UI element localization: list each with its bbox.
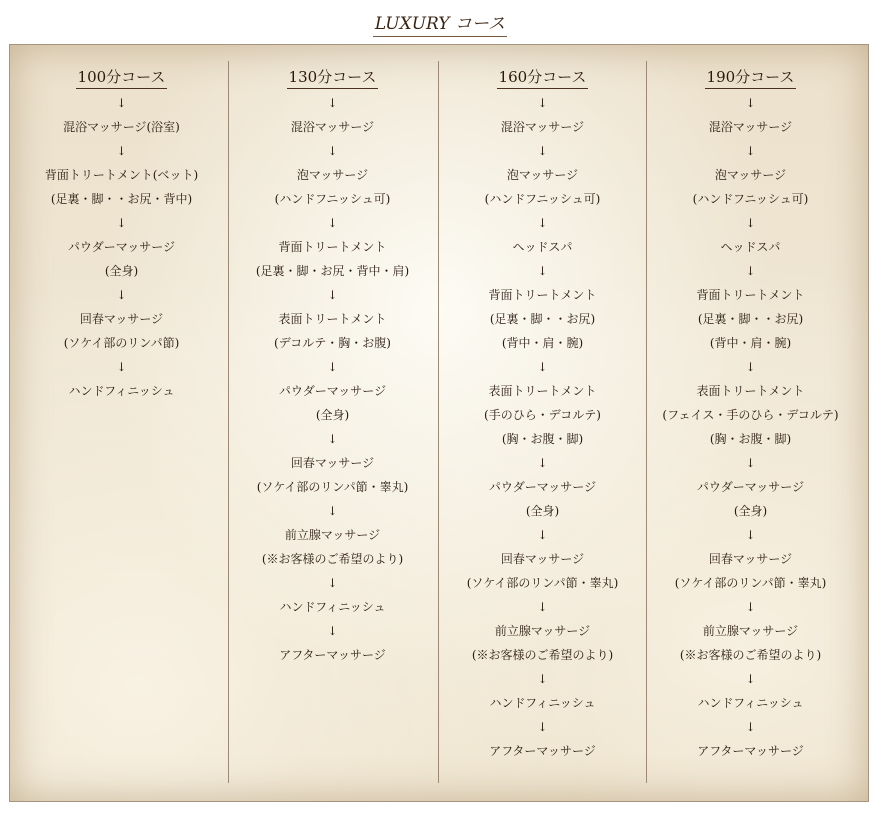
step-name: 背面トリートメント bbox=[696, 288, 805, 302]
arrow-down-icon: ↓ bbox=[537, 264, 548, 278]
course-title: 190分コース bbox=[705, 67, 797, 89]
arrow-down-icon: ↓ bbox=[537, 216, 548, 230]
arrow-down-icon: ↓ bbox=[327, 360, 338, 374]
step-detail: (ハンドフニッシュ可) bbox=[484, 192, 601, 206]
step-name: 泡マッサージ bbox=[506, 168, 579, 182]
step-name: 混浴マッサージ bbox=[290, 120, 375, 134]
arrow-down-icon: ↓ bbox=[745, 360, 756, 374]
arrow-down-icon: ↓ bbox=[327, 144, 338, 158]
step-name: 混浴マッサージ bbox=[708, 120, 793, 134]
step-name: 混浴マッサージ bbox=[500, 120, 585, 134]
arrow-down-icon: ↓ bbox=[116, 288, 127, 302]
page-title bbox=[0, 9, 880, 35]
step-detail: (足裏・脚・お尻・背中・肩) bbox=[255, 264, 410, 278]
step-name: 前立腺マッサージ bbox=[284, 528, 381, 542]
arrow-down-icon: ↓ bbox=[745, 600, 756, 614]
arrow-down-icon: ↓ bbox=[745, 456, 756, 470]
course-column-190 bbox=[646, 61, 854, 783]
step-detail: (ソケイ部のリンパ節・睾丸) bbox=[674, 576, 827, 590]
step-detail: (ハンドフニッシュ可) bbox=[274, 192, 391, 206]
step-detail: (全身) bbox=[315, 408, 350, 422]
step-detail: (背中・肩・腕) bbox=[501, 336, 584, 350]
step-detail: (ソケイ部のリンパ節・睾丸) bbox=[466, 576, 619, 590]
step-name: 混浴マッサージ(浴室) bbox=[63, 120, 180, 134]
course-column-160 bbox=[438, 61, 646, 783]
step-detail: (フェイス・手のひら・デコルテ) bbox=[662, 408, 839, 422]
step-name: 前立腺マッサージ bbox=[702, 624, 799, 638]
step-detail: (全身) bbox=[525, 504, 560, 518]
step-name: ハンドフィニッシュ bbox=[697, 696, 804, 710]
step-name: パウダーマッサージ bbox=[67, 240, 176, 254]
course-title: 100分コース bbox=[76, 67, 168, 89]
course-steps bbox=[439, 91, 646, 763]
step-name: パウダーマッサージ bbox=[278, 384, 387, 398]
step-name: ハンドフィニッシュ bbox=[489, 696, 596, 710]
step-detail: (ソケイ部のリンパ節・睾丸) bbox=[256, 480, 409, 494]
arrow-down-icon: ↓ bbox=[745, 672, 756, 686]
step-name: アフターマッサージ bbox=[489, 744, 596, 758]
step-name: 背面トリートメント(ベット) bbox=[44, 168, 199, 182]
arrow-down-icon: ↓ bbox=[327, 504, 338, 518]
step-detail: (足裏・脚・・お尻) bbox=[697, 312, 804, 326]
course-steps bbox=[229, 91, 436, 667]
course-panel bbox=[9, 44, 869, 802]
arrow-down-icon: ↓ bbox=[745, 216, 756, 230]
arrow-down-icon: ↓ bbox=[327, 576, 338, 590]
step-name: 背面トリートメント bbox=[278, 240, 387, 254]
step-detail: (※お客様のご希望のより) bbox=[471, 648, 614, 662]
step-name: ハンドフィニッシュ bbox=[279, 600, 386, 614]
step-name: 表面トリートメント bbox=[278, 312, 387, 326]
arrow-down-icon: ↓ bbox=[327, 96, 338, 110]
arrow-down-icon: ↓ bbox=[116, 144, 127, 158]
course-column-130 bbox=[228, 61, 436, 783]
step-name: 表面トリートメント bbox=[488, 384, 597, 398]
step-name: 表面トリートメント bbox=[696, 384, 805, 398]
step-name: アフターマッサージ bbox=[279, 648, 386, 662]
step-name: 前立腺マッサージ bbox=[494, 624, 591, 638]
arrow-down-icon: ↓ bbox=[327, 288, 338, 302]
arrow-down-icon: ↓ bbox=[327, 432, 338, 446]
step-detail: (※お客様のご希望のより) bbox=[679, 648, 822, 662]
arrow-down-icon: ↓ bbox=[327, 624, 338, 638]
step-detail: (デコルテ・胸・お腹) bbox=[274, 336, 391, 350]
course-title: 130分コース bbox=[287, 67, 379, 89]
step-detail: (ソケイ部のリンパ節) bbox=[63, 336, 180, 350]
step-detail: (手のひら・デコルテ) bbox=[484, 408, 601, 422]
step-name: 回春マッサージ bbox=[79, 312, 164, 326]
arrow-down-icon: ↓ bbox=[537, 144, 548, 158]
arrow-down-icon: ↓ bbox=[116, 96, 127, 110]
step-detail: (胸・お腹・脚) bbox=[501, 432, 584, 446]
arrow-down-icon: ↓ bbox=[116, 360, 127, 374]
step-name: ハンドフィニッシュ bbox=[68, 384, 175, 398]
arrow-down-icon: ↓ bbox=[327, 216, 338, 230]
course-column-100 bbox=[18, 61, 225, 783]
arrow-down-icon: ↓ bbox=[116, 216, 127, 230]
step-name: 背面トリートメント bbox=[488, 288, 597, 302]
step-detail: (足裏・脚・・お尻・背中) bbox=[50, 192, 193, 206]
step-name: ヘッドスパ bbox=[720, 240, 781, 254]
arrow-down-icon: ↓ bbox=[537, 456, 548, 470]
step-name: 泡マッサージ bbox=[296, 168, 369, 182]
step-detail: (全身) bbox=[733, 504, 768, 518]
arrow-down-icon: ↓ bbox=[537, 528, 548, 542]
step-detail: (背中・肩・腕) bbox=[709, 336, 792, 350]
step-detail: (ハンドフニッシュ可) bbox=[692, 192, 809, 206]
course-title: 160分コース bbox=[497, 67, 589, 89]
step-name: 泡マッサージ bbox=[714, 168, 787, 182]
arrow-down-icon: ↓ bbox=[745, 144, 756, 158]
arrow-down-icon: ↓ bbox=[745, 720, 756, 734]
step-name: 回春マッサージ bbox=[708, 552, 793, 566]
step-name: 回春マッサージ bbox=[500, 552, 585, 566]
page-title-text: LUXURY コース bbox=[373, 14, 507, 37]
course-steps bbox=[18, 91, 225, 403]
arrow-down-icon: ↓ bbox=[537, 600, 548, 614]
arrow-down-icon: ↓ bbox=[745, 264, 756, 278]
arrow-down-icon: ↓ bbox=[537, 96, 548, 110]
step-name: アフターマッサージ bbox=[697, 744, 804, 758]
arrow-down-icon: ↓ bbox=[537, 672, 548, 686]
step-detail: (足裏・脚・・お尻) bbox=[489, 312, 596, 326]
course-steps bbox=[647, 91, 854, 763]
arrow-down-icon: ↓ bbox=[745, 96, 756, 110]
step-detail: (全身) bbox=[104, 264, 139, 278]
step-name: パウダーマッサージ bbox=[696, 480, 805, 494]
step-name: 回春マッサージ bbox=[290, 456, 375, 470]
arrow-down-icon: ↓ bbox=[537, 360, 548, 374]
step-name: パウダーマッサージ bbox=[488, 480, 597, 494]
step-detail: (※お客様のご希望のより) bbox=[261, 552, 404, 566]
step-detail: (胸・お腹・脚) bbox=[709, 432, 792, 446]
arrow-down-icon: ↓ bbox=[537, 720, 548, 734]
arrow-down-icon: ↓ bbox=[745, 528, 756, 542]
step-name: ヘッドスパ bbox=[512, 240, 573, 254]
